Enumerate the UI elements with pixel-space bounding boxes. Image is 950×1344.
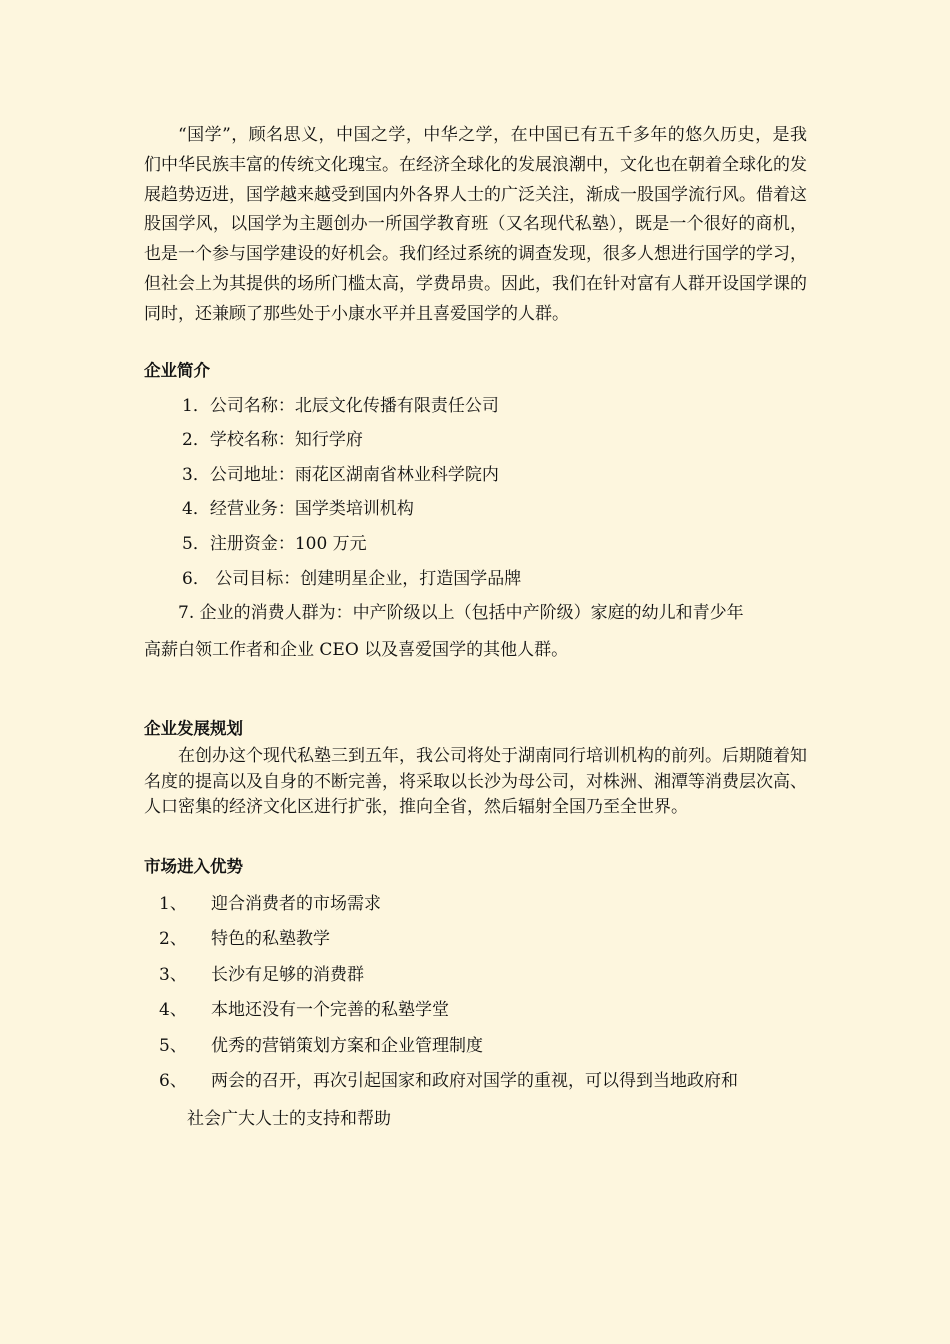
list-item <box>144 596 807 667</box>
list-item <box>144 958 807 994</box>
item-number: 6、 <box>159 1071 187 1092</box>
item-text: 两会的召开，再次引起国家和政府对国学的重视，可以得到当地政府和 <box>211 1071 738 1092</box>
list-item <box>144 1029 807 1065</box>
company-info-list <box>144 389 807 668</box>
item7-line2: 高薪白领工作者和企业 CEO 以及喜爱国学的其他人群。 <box>144 639 569 660</box>
item-text: 特色的私塾教学 <box>211 929 330 950</box>
item-number: 2、 <box>159 929 187 950</box>
item-text: 长沙有足够的消费群 <box>211 964 364 985</box>
item-text-continued: 社会广大人士的支持和帮助 <box>187 1108 391 1129</box>
development-plan-paragraph: 在创办这个现代私塾三到五年，我公司将处于湖南同行培训机构的前列。后期随着知名度的提高以及自身的不断完善，将采取以长沙为母公司，对株洲、湘潭等消费层次高、人口密集的经济文化区进行扩张，推向全省，然后辐射全国乃至全世界。 <box>144 746 807 818</box>
development-plan-heading: 企业发展规划 <box>144 719 243 739</box>
item-number: 4、 <box>159 1000 187 1021</box>
market-advantage-list <box>144 887 807 1138</box>
intro-paragraph: “国学”，顾名思义，中国之学，中华之学，在中国已有五千多年的悠久历史，是我们中华民族丰富的传统文化瑰宝。在经济全球化的发展浪潮中，文化也在朝着全球化的发展趋势迈进，国学越来越受到国内外各界人士的广泛关注，渐成一股国学流行风。借着这股国学风，以国学为主题创办一所国学教育班（又名现代私塾），既是一个很好的商机，也是一个参与国学建设的好机会。我们经过系统的调查发现，很多人想进行国学的学习，但社会上为其提供的场所门槛太高，学费昂贵。因此，我们在针对富有人群开设国学课的同时，还兼顾了那些处于小康水平并且喜爱国学的人群。 <box>144 125 807 324</box>
list-item: 4．经营业务：国学类培训机构 <box>182 499 414 520</box>
list-item <box>144 993 807 1029</box>
list-item: 2．学校名称：知行学府 <box>182 430 363 451</box>
list-item: 3．公司地址：雨花区湖南省林业科学院内 <box>182 464 499 485</box>
list-item <box>144 922 807 958</box>
market-advantage-heading: 市场进入优势 <box>144 856 243 876</box>
list-item <box>144 1064 807 1137</box>
list-item <box>144 887 807 923</box>
item-text: 本地还没有一个完善的私塾学堂 <box>211 1000 449 1021</box>
item-number: 5、 <box>159 1035 187 1056</box>
list-item: 1．公司名称：北辰文化传播有限责任公司 <box>182 395 499 416</box>
item-number: 1、 <box>159 893 187 914</box>
item-text: 迎合消费者的市场需求 <box>211 893 381 914</box>
company-intro-heading: 企业简介 <box>144 360 210 380</box>
item7-line1: 7. 企业的消费人群为：中产阶级以上（包括中产阶级）家庭的幼儿和青少年 <box>178 603 744 624</box>
item-number: 3、 <box>159 964 187 985</box>
item-text: 优秀的营销策划方案和企业管理制度 <box>211 1035 483 1056</box>
list-item: 5．注册资金：100 万元 <box>182 533 367 554</box>
list-item: 6． 公司目标：创建明星企业，打造国学品牌 <box>182 568 522 589</box>
